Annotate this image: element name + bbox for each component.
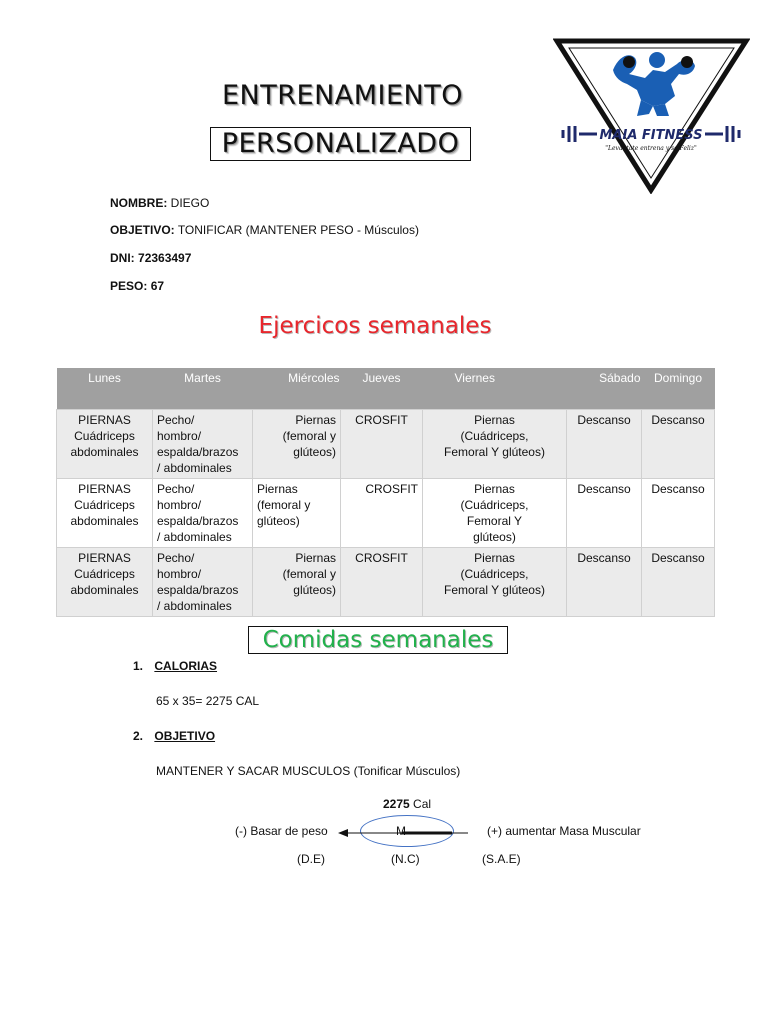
- column-header-sabado: Sábado: [567, 368, 642, 410]
- balance-calories-unit: Cal: [413, 797, 432, 811]
- client-objective-line: [110, 223, 419, 237]
- peso-value: 67: [150, 279, 165, 293]
- weekly-exercise-table: [56, 368, 715, 617]
- column-header-jueves: Jueves: [341, 368, 423, 410]
- column-header-lunes: Lunes: [57, 368, 153, 410]
- meal-item-2-heading: [133, 729, 215, 743]
- balance-center-code: (N.C): [391, 852, 420, 866]
- balance-calories-value: 2275: [383, 797, 410, 811]
- cell-viernes: Piernas (Cuádriceps, Femoral Y glúteos): [423, 410, 567, 479]
- cell-viernes: Piernas (Cuádriceps, Femoral Y glúteos): [423, 479, 567, 548]
- cell-martes: Pecho/ hombro/ espalda/brazos / abdominales: [153, 479, 253, 548]
- table-row: [57, 548, 715, 617]
- meal-item-2-number: 2.: [133, 729, 144, 743]
- logo-slogan-text: "Levántate entrena y se Feliz": [605, 145, 697, 152]
- nombre-value: DIEGO: [170, 196, 210, 210]
- maia-fitness-logo: [553, 38, 750, 194]
- cell-martes: Pecho/ hombro/ espalda/brazos / abdominales: [153, 410, 253, 479]
- table-row: [57, 410, 715, 479]
- dni-label: DNI:: [110, 251, 135, 265]
- cell-domingo: Descanso: [642, 410, 715, 479]
- cell-domingo: Descanso: [642, 479, 715, 548]
- exercises-section-title: Ejercicos semanales: [258, 313, 492, 339]
- meal-item-1-heading: [133, 659, 217, 673]
- table-row: [57, 479, 715, 548]
- cell-miercoles: Piernas (femoral y glúteos): [253, 548, 341, 617]
- peso-label: PESO:: [110, 279, 148, 293]
- page-title-line2: PERSONALIZADO: [210, 127, 471, 161]
- dni-value: 72363497: [138, 251, 192, 265]
- cell-jueves: CROSFIT: [341, 410, 423, 479]
- balance-right-code: (S.A.E): [482, 852, 521, 866]
- logo-brand-text: MAIA FITNESS: [599, 128, 703, 143]
- table-header-row: [57, 368, 715, 410]
- meal-item-1-body: 65 x 35= 2275 CAL: [156, 694, 260, 708]
- column-header-miercoles: Miércoles: [253, 368, 341, 410]
- cell-miercoles: Piernas (femoral y glúteos): [253, 410, 341, 479]
- column-header-martes: Martes: [153, 368, 253, 410]
- balance-right-label: (+) aumentar Masa Muscular: [487, 824, 641, 838]
- meal-item-2-title: OBJETIVO: [154, 729, 216, 743]
- balance-center-label: M: [396, 824, 406, 838]
- page-title-line1: ENTRENAMIENTO: [222, 80, 463, 111]
- balance-left-code: (D.E): [297, 852, 325, 866]
- cell-miercoles: Piernas (femoral y glúteos): [253, 479, 341, 548]
- balance-arrow: [336, 822, 476, 842]
- cell-sabado: Descanso: [567, 410, 642, 479]
- cell-sabado: Descanso: [567, 479, 642, 548]
- client-weight-line: [110, 279, 164, 293]
- meals-section-title: Comidas semanales: [248, 626, 508, 654]
- cell-lunes: PIERNAS Cuádriceps abdominales: [57, 410, 153, 479]
- meal-item-1-number: 1.: [133, 659, 144, 673]
- cell-jueves: CROSFIT: [341, 548, 423, 617]
- column-header-domingo: Domingo: [642, 368, 715, 410]
- objetivo-label: OBJETIVO:: [110, 223, 175, 237]
- cell-lunes: PIERNAS Cuádriceps abdominales: [57, 479, 153, 548]
- cell-lunes: PIERNAS Cuádriceps abdominales: [57, 548, 153, 617]
- client-name-line: [110, 196, 209, 210]
- client-dni-line: [110, 251, 191, 265]
- objetivo-value: TONIFICAR (MANTENER PESO - Músculos): [177, 223, 419, 237]
- column-header-viernes: Viernes: [423, 368, 567, 410]
- cell-viernes: Piernas (Cuádriceps, Femoral Y glúteos): [423, 548, 567, 617]
- meal-item-1-title: CALORIAS: [154, 659, 218, 673]
- cell-martes: Pecho/ hombro/ espalda/brazos / abdominales: [153, 548, 253, 617]
- cell-domingo: Descanso: [642, 548, 715, 617]
- cell-sabado: Descanso: [567, 548, 642, 617]
- nombre-label: NOMBRE:: [110, 196, 168, 210]
- meal-item-2-body: MANTENER Y SACAR MUSCULOS (Tonificar Músculos): [156, 764, 461, 778]
- balance-calories: [383, 797, 431, 811]
- cell-jueves: CROSFIT: [341, 479, 423, 548]
- balance-left-label: (-) Basar de peso: [235, 824, 328, 838]
